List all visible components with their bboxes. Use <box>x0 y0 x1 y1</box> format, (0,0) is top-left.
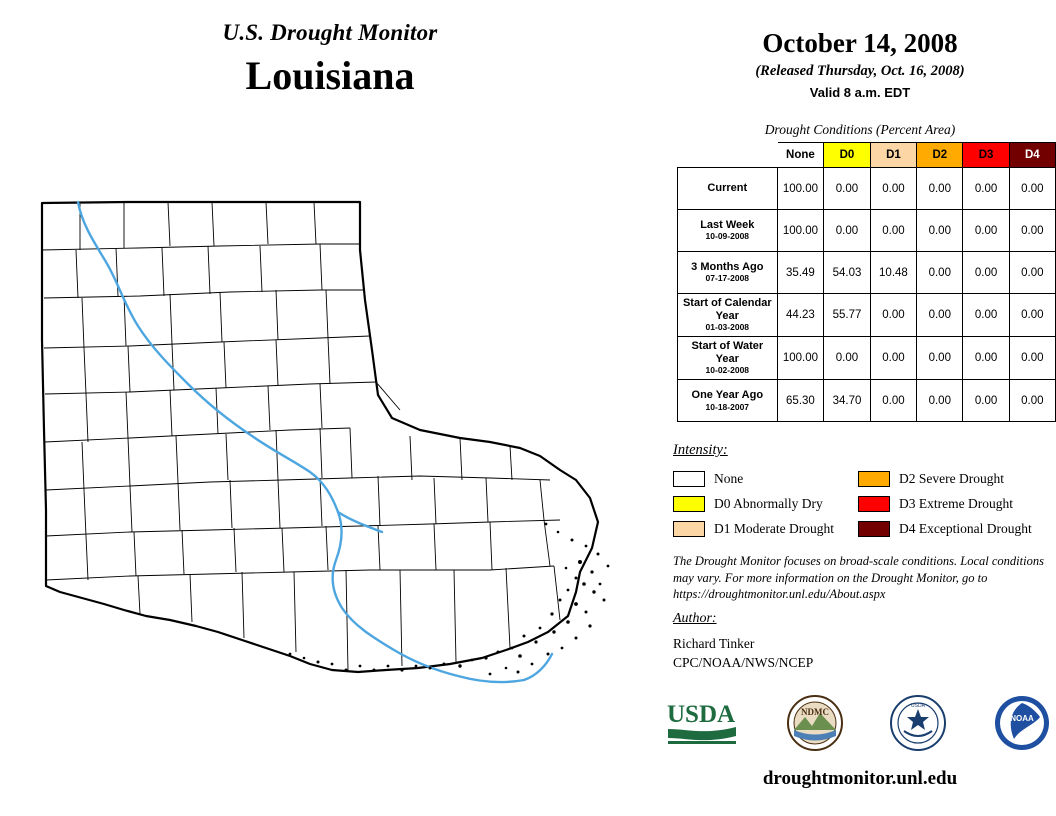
cell-current-none: 100.00 <box>777 168 824 210</box>
cell-current-d1: 0.00 <box>870 168 916 210</box>
cell-current-d0: 0.00 <box>824 168 870 210</box>
cell-wateryear-d3: 0.00 <box>963 337 1009 380</box>
cell-calyear-d1: 0.00 <box>870 294 916 337</box>
row-label-date: 07-17-2008 <box>705 273 750 284</box>
usda-seal-logo <box>890 695 946 756</box>
table-row <box>678 337 1056 380</box>
cell-3months-d2: 0.00 <box>917 252 963 294</box>
cell-3months-d3: 0.00 <box>963 252 1009 294</box>
noaa-logo <box>994 695 1050 756</box>
column-header-d4: D4 <box>1009 143 1055 168</box>
usda-logo <box>665 695 739 756</box>
legend-swatch-d1 <box>673 521 705 537</box>
cell-3months-d1: 10.48 <box>870 252 916 294</box>
legend-swatch-d3 <box>858 496 890 512</box>
legend-item-none <box>673 471 858 487</box>
row-label-one-year-ago <box>678 380 778 422</box>
cell-calyear-d2: 0.00 <box>917 294 963 337</box>
column-header-d1: D1 <box>870 143 916 168</box>
title-block <box>0 20 660 99</box>
legend-swatch-none <box>673 471 705 487</box>
legend-item-d3 <box>858 496 1048 512</box>
cell-lastweek-d2: 0.00 <box>917 210 963 252</box>
cell-3months-none: 35.49 <box>777 252 824 294</box>
legend-swatch-d2 <box>858 471 890 487</box>
cell-oneyear-d3: 0.00 <box>963 380 1009 422</box>
row-label-text: Start of Water Year <box>691 340 764 365</box>
page-title: U.S. Drought Monitor <box>222 20 438 45</box>
row-label-text: One Year Ago <box>691 388 764 401</box>
legend-label-none: None <box>714 470 744 486</box>
map-date: October 14, 2008 <box>762 28 958 58</box>
cell-oneyear-none: 65.30 <box>777 380 824 422</box>
ndmc-logo <box>787 695 843 756</box>
disclaimer-text: The Drought Monitor focuses on broad-scale conditions. Local conditions may vary. For more information on the Drought Monitor, go to https://droughtmonitor.unl.edu/About.aspx <box>673 554 1044 601</box>
cell-lastweek-none: 100.00 <box>777 210 824 252</box>
legend-swatch-d0 <box>673 496 705 512</box>
row-label-text: Last Week <box>700 218 755 231</box>
table-row <box>678 294 1056 337</box>
cell-oneyear-d0: 34.70 <box>824 380 870 422</box>
legend-label-d3: D3 Extreme Drought <box>899 495 1013 511</box>
svg-text:USDA: USDA <box>911 702 926 709</box>
column-header-d3: D3 <box>963 143 1009 168</box>
map-svg <box>20 180 650 720</box>
release-date: (Released Thursday, Oct. 16, 2008) <box>755 63 965 79</box>
legend-label-d2: D2 Severe Drought <box>899 470 1004 486</box>
cell-lastweek-d0: 0.00 <box>824 210 870 252</box>
column-header-none: None <box>777 143 824 168</box>
table-corner-cell <box>678 143 778 168</box>
site-url: droughtmonitor.unl.edu <box>762 768 958 789</box>
row-label-water-year <box>678 337 778 380</box>
state-title: Louisiana <box>245 53 415 98</box>
cell-oneyear-d2: 0.00 <box>917 380 963 422</box>
cell-lastweek-d3: 0.00 <box>963 210 1009 252</box>
intensity-legend <box>673 466 1048 541</box>
legend-swatch-d4 <box>858 521 890 537</box>
table-row <box>678 380 1056 422</box>
row-label-text: Start of Calendar Year <box>682 297 772 322</box>
cell-calyear-none: 44.23 <box>777 294 824 337</box>
row-label-date: 10-02-2008 <box>705 365 750 376</box>
legend-item-d2 <box>858 471 1048 487</box>
table-row <box>678 210 1056 252</box>
svg-text:USDA: USDA <box>667 700 736 728</box>
cell-3months-d0: 54.03 <box>824 252 870 294</box>
legend-label-d4: D4 Exceptional Drought <box>899 520 1032 536</box>
column-header-d2: D2 <box>917 143 963 168</box>
author-name: Richard Tinker <box>673 636 755 651</box>
author-title: Author: <box>673 611 717 626</box>
cell-calyear-d4: 0.00 <box>1009 294 1055 337</box>
header-block <box>664 28 1056 100</box>
cell-oneyear-d1: 0.00 <box>870 380 916 422</box>
valid-time: Valid 8 a.m. EDT <box>809 85 911 100</box>
cell-lastweek-d4: 0.00 <box>1009 210 1055 252</box>
row-label-date: 10-09-2008 <box>705 231 750 242</box>
intensity-legend-title: Intensity: <box>673 442 728 458</box>
cell-wateryear-d4: 0.00 <box>1009 337 1055 380</box>
table-row <box>678 168 1056 210</box>
row-label-date: 01-03-2008 <box>705 322 750 333</box>
cell-calyear-d3: 0.00 <box>963 294 1009 337</box>
row-label-date: 10-18-2007 <box>705 401 750 412</box>
table-header-row <box>678 143 1056 168</box>
row-label-3-months-ago <box>678 252 778 294</box>
author-affiliation: CPC/NOAA/NWS/NCEP <box>673 655 814 671</box>
row-label-current <box>678 168 778 210</box>
table-row <box>678 252 1056 294</box>
svg-text:NOAA: NOAA <box>1010 713 1034 723</box>
cell-3months-d4: 0.00 <box>1009 252 1055 294</box>
column-header-d0: D0 <box>824 143 870 168</box>
logo-row <box>665 694 1050 756</box>
drought-conditions-table <box>677 142 1056 422</box>
legend-item-d4 <box>858 521 1048 537</box>
cell-wateryear-d2: 0.00 <box>917 337 963 380</box>
svg-text:NDMC: NDMC <box>800 706 829 717</box>
cell-wateryear-d0: 0.00 <box>824 337 870 380</box>
legend-item-d1 <box>673 521 858 537</box>
row-label-text: Current <box>707 181 748 194</box>
legend-label-d1: D1 Moderate Drought <box>714 520 834 536</box>
row-label-last-week <box>678 210 778 252</box>
cell-oneyear-d4: 0.00 <box>1009 380 1055 422</box>
cell-current-d2: 0.00 <box>917 168 963 210</box>
cell-lastweek-d1: 0.00 <box>870 210 916 252</box>
row-label-calendar-year <box>678 294 778 337</box>
legend-label-d0: D0 Abnormally Dry <box>714 495 823 511</box>
cell-current-d4: 0.00 <box>1009 168 1055 210</box>
cell-wateryear-none: 100.00 <box>777 337 824 380</box>
cell-wateryear-d1: 0.00 <box>870 337 916 380</box>
cell-current-d3: 0.00 <box>963 168 1009 210</box>
legend-item-d0 <box>673 496 858 512</box>
row-label-text: 3 Months Ago <box>691 260 764 273</box>
author-block <box>673 634 813 672</box>
louisiana-drought-map <box>20 180 650 720</box>
cell-calyear-d0: 55.77 <box>824 294 870 337</box>
table-caption: Drought Conditions (Percent Area) <box>764 122 956 137</box>
